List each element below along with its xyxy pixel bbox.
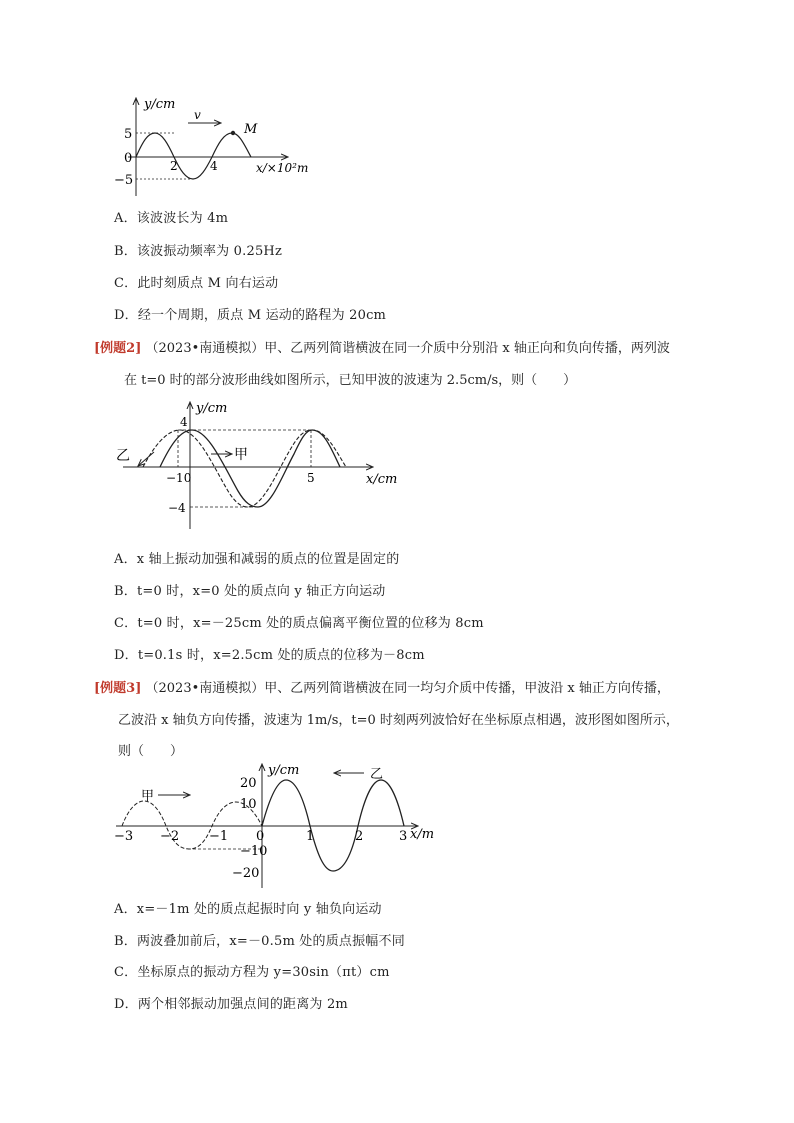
q1-option-a: A．该波波长为 4m [114, 211, 229, 226]
x-axis-label: x/×10²m [256, 161, 309, 175]
figure2-wave-graph [108, 396, 408, 534]
x-axis-label: x/m [410, 827, 435, 842]
wave1-curve [136, 133, 251, 179]
q2-option-a: A．x 轴上振动加强和减弱的质点的位置是固定的 [114, 552, 400, 567]
point-m [231, 131, 235, 135]
q3-option-a: A．x=－1m 处的质点起振时向 y 轴负向运动 [114, 902, 382, 917]
tick-x-3: 3 [399, 829, 408, 844]
tick-y-neg20: −20 [232, 866, 260, 881]
tick-x-4: 4 [210, 159, 218, 173]
q2-option-b: B．t=0 时，x=0 处的质点向 y 轴正方向运动 [114, 584, 386, 599]
y-axis-label: y/cm [144, 97, 176, 112]
jia-label: 甲 [141, 789, 155, 804]
wave-yi-curve [143, 430, 346, 507]
tick-y-neg10: −10 [240, 844, 268, 859]
tick-x-0: 0 [256, 829, 265, 844]
q1-option-d: D．经一个周期，质点 M 运动的路程为 20cm [114, 308, 387, 323]
v-label: v [194, 108, 201, 122]
tick-y-5: 5 [124, 127, 133, 142]
q3-option-b: B．两波叠加前后，x=－0.5m 处的质点振幅不同 [114, 934, 405, 949]
q1-option-c: C．此时刻质点 M 向右运动 [114, 276, 279, 291]
tick-x-2: 2 [355, 829, 364, 844]
tick-y-20: 20 [240, 776, 257, 791]
tick-x-1: 1 [306, 829, 315, 844]
tick-x-2: 2 [170, 159, 178, 173]
jia-label: 甲 [234, 447, 248, 463]
q2-option-d: D．t=0.1s 时，x=2.5cm 处的质点的位移为－8cm [114, 648, 425, 663]
tick-x-neg2: −2 [160, 829, 180, 844]
yi-label: 乙 [116, 448, 130, 464]
y-axis-label: y/cm [268, 763, 300, 778]
wave-jia-curve [160, 430, 340, 507]
q1-option-b: B．该波振动频率为 0.25Hz [114, 244, 283, 259]
x-axis-label: x/cm [366, 472, 398, 487]
q3-option-c: C．坐标原点的振动方程为 y=30sin（πt）cm [114, 965, 390, 980]
q3-tag: [例题3] [94, 681, 142, 696]
tick-neg4: −4 [168, 501, 186, 515]
q3-line1 [94, 677, 670, 696]
q2-tag: [例题2] [94, 341, 142, 356]
tick-x-neg1: −1 [209, 829, 229, 844]
yi-label: 乙 [370, 767, 384, 782]
q3-line3: 则（ ） [118, 744, 184, 759]
figure3-wave-graph [112, 760, 452, 890]
tick-y-neg5: −5 [114, 173, 134, 188]
q2-line1 [94, 337, 670, 356]
q2-text-line1: （2023•南通模拟）甲、乙两列简谐横波在同一介质中分别沿 x 轴正向和负向传播，两列波 [145, 341, 670, 356]
tick-y-0: 0 [124, 151, 133, 166]
q3-text-line1: （2023•南通模拟）甲、乙两列简谐横波在同一均匀介质中传播，甲波沿 x 轴正方向传播， [145, 681, 670, 696]
q2-line2: 在 t=0 时的部分波形曲线如图所示，已知甲波的波速为 2.5cm/s，则（ ） [124, 373, 577, 388]
q2-option-c: C．t=0 时，x=－25cm 处的质点偏离平衡位置的位移为 8cm [114, 616, 484, 631]
y-axis-label: y/cm [196, 401, 228, 416]
q3-line2: 乙波沿 x 轴负方向传播，波速为 1m/s，t=0 时刻两列波恰好在坐标原点相遇，波形图如图所示， [118, 713, 679, 728]
tick-x-neg3: −3 [114, 829, 134, 844]
tick-4: 4 [180, 415, 188, 429]
yi-arrow [138, 452, 154, 466]
q3-option-d: D．两个相邻振动加强点间的距离为 2m [114, 997, 348, 1012]
figure1-wave-graph [108, 92, 328, 202]
tick-5: 5 [307, 471, 315, 485]
tick-neg10: −10 [166, 471, 192, 485]
tick-y-10: 10 [240, 797, 257, 812]
m-label: M [244, 122, 258, 137]
